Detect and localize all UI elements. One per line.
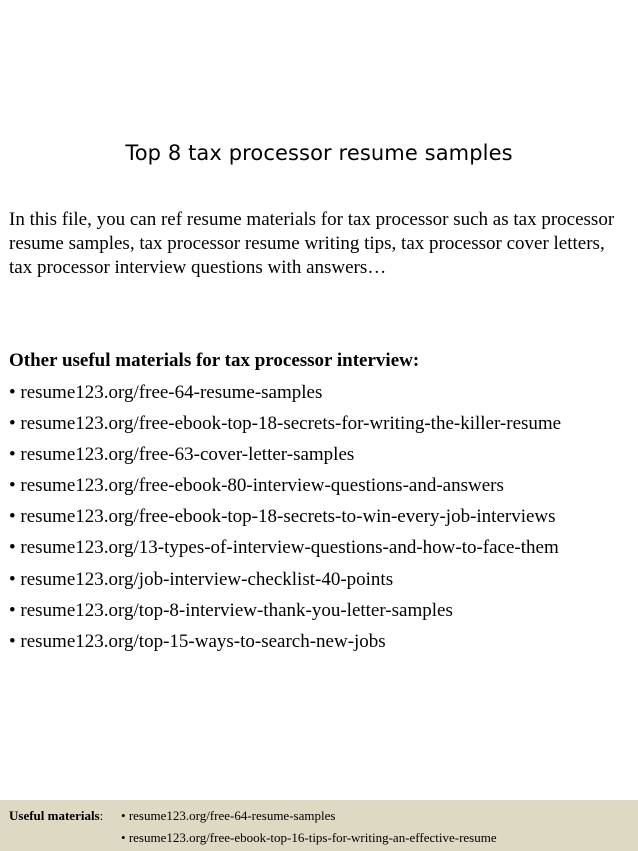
footer-label-text: Useful materials (9, 808, 100, 823)
bullet: • (121, 808, 126, 823)
footer-label-colon: : (99, 808, 104, 823)
footer-link[interactable] (121, 830, 497, 846)
link-text[interactable]: resume123.org/13-types-of-interview-questions-and-how-to-face-them (20, 537, 559, 559)
link-text[interactable]: resume123.org/job-interview-checklist-40-points (20, 568, 394, 590)
bullet: • (9, 506, 16, 528)
list-item[interactable] (9, 568, 561, 599)
page-title: Top 8 tax processor resume samples (125, 141, 513, 165)
link-text[interactable]: resume123.org/free-63-cover-letter-samples (20, 444, 355, 466)
intro-paragraph: In this file, you can ref resume materials for tax processor such as tax processor resume samples, tax processor resume writing tips, tax processor cover letters, tax processor interview questions with answers… (9, 209, 615, 278)
bullet: • (9, 413, 16, 435)
list-item[interactable] (9, 536, 561, 567)
footer-link-text[interactable]: resume123.org/free-ebook-top-16-tips-for-writing-an-effective-resume (128, 830, 497, 845)
footer-link-text[interactable]: resume123.org/free-64-resume-samples (128, 808, 336, 823)
bullet: • (9, 537, 16, 559)
useful-materials-list (9, 381, 561, 661)
list-item[interactable] (9, 412, 561, 443)
list-item[interactable] (9, 443, 561, 474)
bullet: • (9, 599, 16, 621)
bullet: • (9, 444, 16, 466)
footer-bar (0, 800, 638, 851)
link-text[interactable]: resume123.org/top-15-ways-to-search-new-jobs (20, 630, 386, 652)
list-item[interactable] (9, 381, 561, 412)
link-text[interactable]: resume123.org/free-64-resume-samples (20, 382, 323, 403)
link-text[interactable]: resume123.org/top-8-interview-thank-you-letter-samples (20, 599, 453, 621)
link-text[interactable]: resume123.org/free-ebook-80-interview-questions-and-answers (20, 475, 504, 497)
list-item[interactable] (9, 599, 561, 630)
bullet: • (9, 475, 16, 497)
bullet: • (9, 630, 16, 652)
bullet: • (121, 830, 126, 845)
list-item[interactable] (9, 630, 561, 661)
list-item[interactable] (9, 474, 561, 505)
list-item[interactable] (9, 505, 561, 536)
bullet: • (9, 382, 16, 403)
footer-link[interactable] (121, 808, 335, 824)
footer-label (9, 808, 103, 824)
section-heading: Other useful materials for tax processor interview: (9, 350, 420, 371)
link-text[interactable]: resume123.org/free-ebook-top-18-secrets-for-writing-the-killer-resume (20, 413, 562, 435)
link-text[interactable]: resume123.org/free-ebook-top-18-secrets-to-win-every-job-interviews (20, 506, 556, 528)
bullet: • (9, 568, 16, 590)
